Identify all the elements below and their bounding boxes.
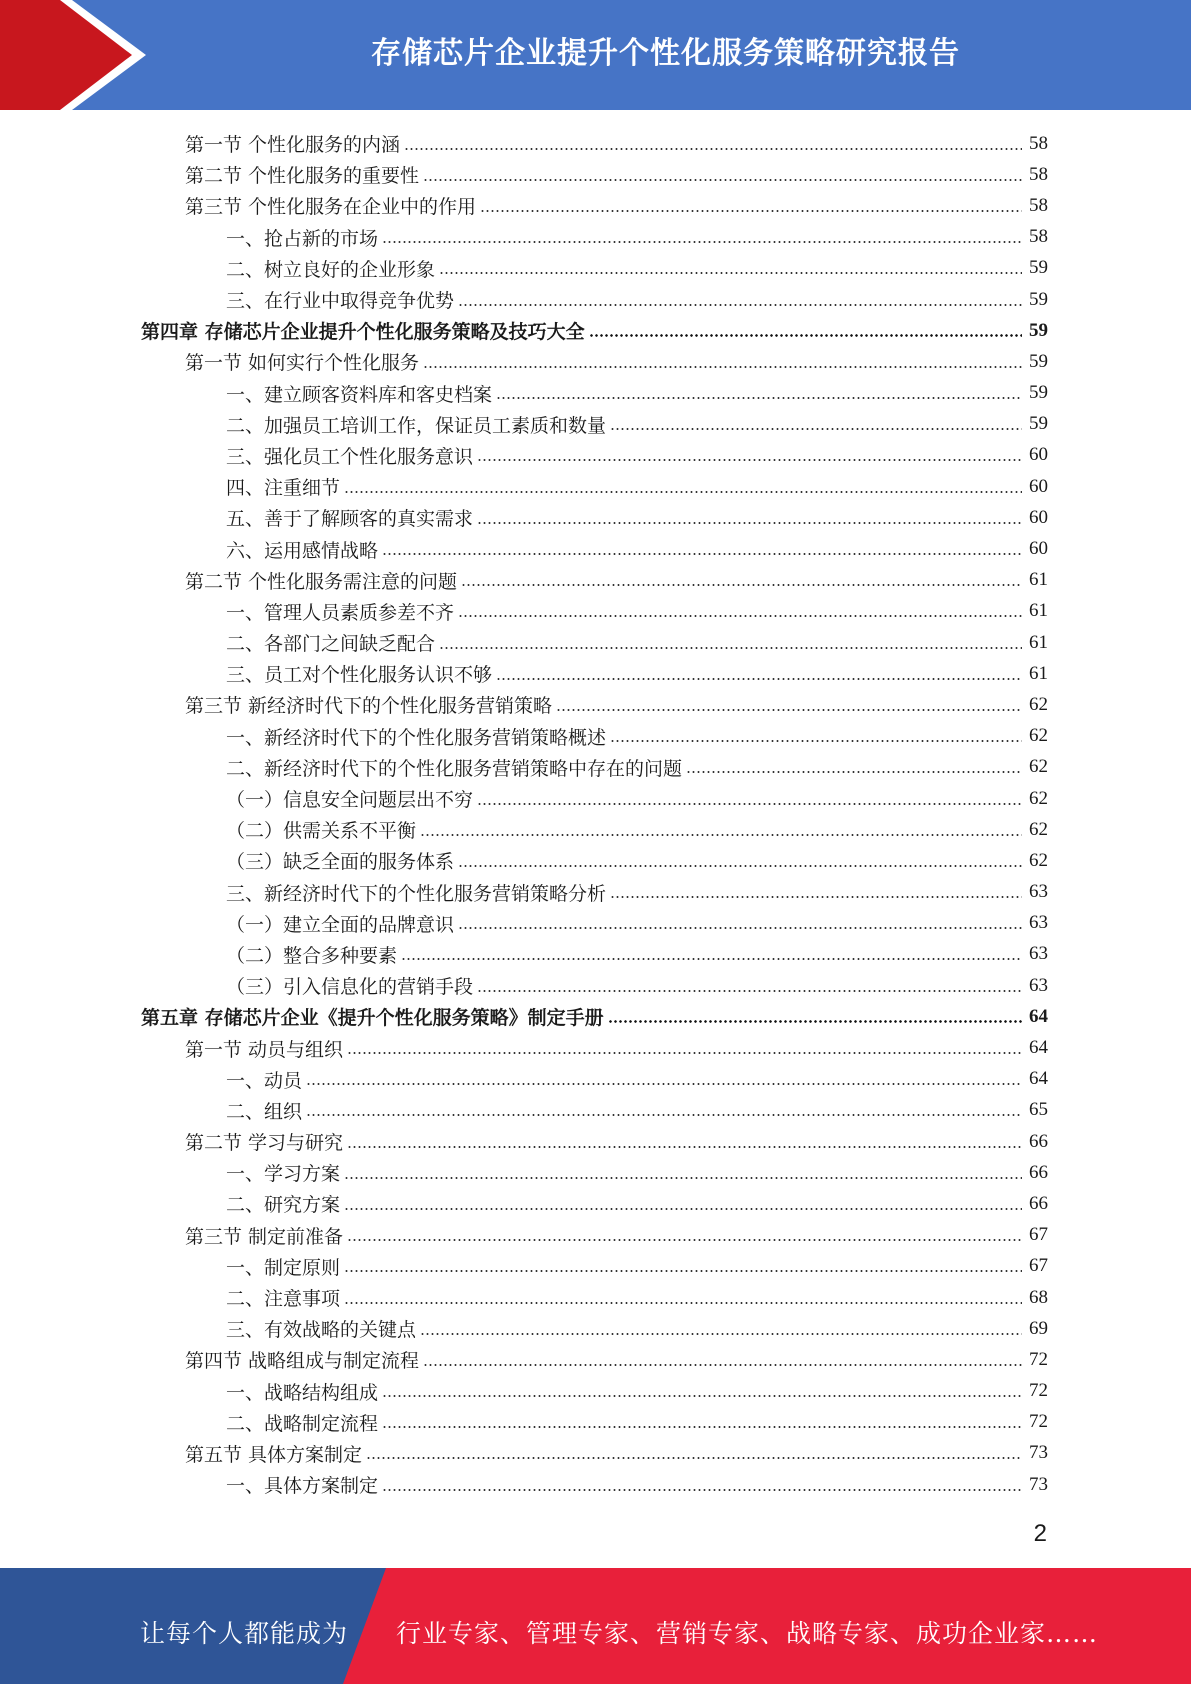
toc-sub-entry[interactable]	[0, 939, 1191, 970]
dot-leader	[477, 990, 1022, 992]
toc-section-entry[interactable]	[0, 689, 1191, 720]
toc-entry-page: 65	[1029, 1099, 1048, 1121]
toc-entry-page: 60	[1029, 538, 1048, 560]
toc-entry-title: 第五章 存储芯片企业《提升个性化服务策略》制定手册	[141, 1007, 604, 1030]
toc-section-entry[interactable]	[0, 565, 1191, 596]
toc-entry-title: 二、加强员工培训工作，保证员工素质和数量	[226, 414, 607, 437]
dot-leader	[347, 1146, 1022, 1148]
toc-entry-title: 一、管理人员素质参差不齐	[226, 601, 455, 624]
toc-entry-page: 67	[1029, 1255, 1048, 1277]
toc-item-entry[interactable]	[0, 253, 1191, 284]
toc-item-entry[interactable]	[0, 1407, 1191, 1438]
dot-leader	[347, 1052, 1022, 1054]
toc-entry-page: 72	[1029, 1348, 1048, 1370]
toc-entry-page: 59	[1029, 382, 1048, 404]
document-title: 存储芯片企业提升个性化服务策略研究报告	[371, 36, 960, 71]
page-number: 2	[1033, 1520, 1047, 1547]
toc-entry-page: 60	[1029, 475, 1048, 497]
toc-entry-title: 三、有效战略的关键点	[226, 1319, 417, 1342]
dot-leader	[404, 148, 1022, 150]
toc-entry-title: 一、制定原则	[226, 1256, 341, 1279]
toc-entry-title: 一、动员	[226, 1069, 303, 1092]
toc-entry-title: 三、员工对个性化服务认识不够	[226, 664, 493, 687]
toc-entry-title: 第四节 战略组成与制定流程	[185, 1350, 420, 1373]
dot-leader	[382, 241, 1022, 243]
toc-item-entry[interactable]	[0, 1188, 1191, 1219]
dot-leader	[610, 428, 1022, 430]
toc-sub-entry[interactable]	[0, 970, 1191, 1001]
toc-entry-page: 63	[1029, 912, 1048, 934]
toc-entry-page: 64	[1029, 1068, 1048, 1090]
footer-slogan: 让每个人都能成为	[140, 1619, 349, 1648]
toc-section-entry[interactable]	[0, 1126, 1191, 1157]
dot-leader	[344, 1270, 1022, 1272]
toc-item-entry[interactable]	[0, 440, 1191, 471]
toc-entry-title: 一、具体方案制定	[226, 1475, 379, 1498]
toc-entry-page: 59	[1029, 257, 1048, 279]
dot-leader	[496, 397, 1022, 399]
dot-leader	[686, 771, 1022, 773]
dot-leader	[439, 647, 1022, 649]
toc-entry-title: 第四章 存储芯片企业提升个性化服务策略及技巧大全	[141, 321, 585, 344]
toc-entry-title: 第一节 如何实行个性化服务	[185, 352, 420, 375]
toc-section-entry[interactable]	[0, 346, 1191, 377]
dot-leader	[458, 615, 1022, 617]
toc-item-entry[interactable]	[0, 752, 1191, 783]
toc-entry-page: 61	[1029, 600, 1048, 622]
toc-entry-title: 第三节 新经济时代下的个性化服务营销策略	[185, 695, 553, 718]
toc-entry-title: 四、注重细节	[226, 477, 341, 500]
toc-entry-page: 58	[1029, 132, 1048, 154]
toc-entry-page: 72	[1029, 1380, 1048, 1402]
toc-chapter-entry[interactable]	[0, 1001, 1191, 1032]
dot-leader	[610, 896, 1022, 898]
toc-entry-title: 一、新经济时代下的个性化服务营销策略概述	[226, 726, 607, 749]
toc-entry-title: 第二节 学习与研究	[185, 1132, 344, 1155]
toc-item-entry[interactable]	[0, 721, 1191, 752]
toc-sub-entry[interactable]	[0, 908, 1191, 939]
dot-leader	[608, 1020, 1022, 1023]
dot-leader	[458, 304, 1022, 306]
toc-entry-title: 二、战略制定流程	[226, 1412, 379, 1435]
toc-entry-title: 第三节 个性化服务在企业中的作用	[185, 196, 477, 219]
dot-leader	[439, 272, 1022, 274]
dot-leader	[480, 210, 1022, 212]
toc-item-entry[interactable]	[0, 1469, 1191, 1500]
toc-entry-title: （三）缺乏全面的服务体系	[226, 851, 455, 874]
toc-item-entry[interactable]	[0, 471, 1191, 502]
dot-leader	[382, 1426, 1022, 1428]
dot-leader	[344, 491, 1022, 493]
toc-item-entry[interactable]	[0, 1157, 1191, 1188]
toc-entry-page: 60	[1029, 506, 1048, 528]
toc-entry-title: （二）供需关系不平衡	[226, 820, 417, 843]
toc-entry-page: 62	[1029, 693, 1048, 715]
toc-entry-title: 六、运用感情战略	[226, 539, 379, 562]
toc-item-entry[interactable]	[0, 409, 1191, 440]
toc-entry-title: 一、抢占新的市场	[226, 227, 379, 250]
dot-leader	[423, 366, 1022, 368]
toc-item-entry[interactable]	[0, 1282, 1191, 1313]
toc-item-entry[interactable]	[0, 1376, 1191, 1407]
dot-leader	[461, 584, 1022, 586]
toc-entry-title: 二、各部门之间缺乏配合	[226, 633, 436, 656]
toc-item-entry[interactable]	[0, 378, 1191, 409]
toc-entry-page: 69	[1029, 1317, 1048, 1339]
toc-entry-title: 一、建立顾客资料库和客史档案	[226, 383, 493, 406]
toc-entry-page: 67	[1029, 1224, 1048, 1246]
toc-item-entry[interactable]	[0, 1313, 1191, 1344]
dot-leader	[344, 1177, 1022, 1179]
toc-item-entry[interactable]	[0, 877, 1191, 908]
toc-entry-title: 三、在行业中取得竞争优势	[226, 290, 455, 313]
toc-section-entry[interactable]	[0, 1032, 1191, 1063]
toc-entry-page: 66	[1029, 1130, 1048, 1152]
toc-entry-page: 63	[1029, 943, 1048, 965]
toc-entry-page: 61	[1029, 631, 1048, 653]
dot-leader	[382, 1395, 1022, 1397]
toc-section-entry[interactable]	[0, 1220, 1191, 1251]
toc-entry-page: 64	[1029, 1037, 1048, 1059]
toc-entry-page: 59	[1029, 413, 1048, 435]
dot-leader	[477, 522, 1022, 524]
toc-item-entry[interactable]	[0, 1251, 1191, 1282]
toc-entry-page: 66	[1029, 1161, 1048, 1183]
toc-entry-page: 62	[1029, 756, 1048, 778]
dot-leader	[420, 1333, 1022, 1335]
toc-entry-page: 63	[1029, 881, 1048, 903]
toc-entry-title: 第二节 个性化服务的重要性	[185, 165, 420, 188]
toc-entry-title: 一、学习方案	[226, 1163, 341, 1186]
toc-entry-page: 58	[1029, 163, 1048, 185]
toc-entry-title: 第三节 制定前准备	[185, 1225, 344, 1248]
toc-item-entry[interactable]	[0, 284, 1191, 315]
toc-entry-title: 二、研究方案	[226, 1194, 341, 1217]
toc-item-entry[interactable]	[0, 1095, 1191, 1126]
toc-entry-title: （二）整合多种要素	[226, 944, 398, 967]
toc-section-entry[interactable]	[0, 159, 1191, 190]
toc-entry-page: 58	[1029, 194, 1048, 216]
dot-leader	[344, 1302, 1022, 1304]
footer-banner	[0, 1568, 1191, 1684]
dot-leader	[347, 1239, 1022, 1241]
toc-item-entry[interactable]	[0, 533, 1191, 564]
dot-leader	[382, 1489, 1022, 1491]
toc-sub-entry[interactable]	[0, 783, 1191, 814]
toc-item-entry[interactable]	[0, 658, 1191, 689]
toc-entry-page: 62	[1029, 818, 1048, 840]
dot-leader	[477, 803, 1022, 805]
toc-entry-title: 三、强化员工个性化服务意识	[226, 445, 474, 468]
toc-entry-page: 59	[1029, 319, 1048, 341]
dot-leader	[423, 179, 1022, 181]
dot-leader	[477, 459, 1022, 461]
toc-entry-title: （一）建立全面的品牌意识	[226, 913, 455, 936]
toc-entry-page: 58	[1029, 226, 1048, 248]
toc-section-entry[interactable]	[0, 1438, 1191, 1469]
dot-leader	[458, 865, 1022, 867]
toc-entry-page: 62	[1029, 849, 1048, 871]
dot-leader	[496, 678, 1022, 680]
toc-entry-title: 第二节 个性化服务需注意的问题	[185, 570, 458, 593]
dot-leader	[366, 1457, 1022, 1459]
toc-entry-title: 第一节 动员与组织	[185, 1038, 344, 1061]
toc-sub-entry[interactable]	[0, 845, 1191, 876]
toc-item-entry[interactable]	[0, 627, 1191, 658]
toc-sub-entry[interactable]	[0, 814, 1191, 845]
toc-entry-title: 二、注意事项	[226, 1288, 341, 1311]
toc-entry-title: 第五节 具体方案制定	[185, 1443, 363, 1466]
toc-entry-page: 62	[1029, 787, 1048, 809]
dot-leader	[420, 834, 1022, 836]
toc-entry-title: 二、组织	[226, 1100, 303, 1123]
toc-entry-title: 第一节 个性化服务的内涵	[185, 134, 401, 157]
header-banner	[0, 0, 1191, 110]
toc-entry-page: 64	[1029, 1005, 1048, 1027]
dot-leader	[401, 958, 1022, 960]
toc-entry-page: 61	[1029, 569, 1048, 591]
dot-leader	[306, 1114, 1022, 1116]
toc-item-entry[interactable]	[0, 222, 1191, 253]
table-of-contents	[0, 128, 1191, 1500]
toc-chapter-entry[interactable]	[0, 315, 1191, 346]
toc-section-entry[interactable]	[0, 1344, 1191, 1375]
dot-leader	[610, 740, 1022, 742]
toc-item-entry[interactable]	[0, 596, 1191, 627]
dot-leader	[306, 1083, 1022, 1085]
toc-item-entry[interactable]	[0, 502, 1191, 533]
toc-entry-title: 二、树立良好的企业形象	[226, 258, 436, 281]
toc-entry-title: 一、战略结构组成	[226, 1381, 379, 1404]
toc-entry-page: 72	[1029, 1411, 1048, 1433]
toc-entry-page: 59	[1029, 288, 1048, 310]
toc-section-entry[interactable]	[0, 190, 1191, 221]
toc-entry-page: 68	[1029, 1286, 1048, 1308]
toc-item-entry[interactable]	[0, 1064, 1191, 1095]
toc-entry-page: 60	[1029, 444, 1048, 466]
toc-entry-page: 66	[1029, 1192, 1048, 1214]
dot-leader	[344, 1208, 1022, 1210]
toc-entry-page: 73	[1029, 1442, 1048, 1464]
toc-entry-page: 61	[1029, 662, 1048, 684]
toc-section-entry[interactable]	[0, 128, 1191, 159]
footer-tagline: 行业专家、管理专家、营销专家、战略专家、成功企业家……	[396, 1619, 1099, 1648]
toc-entry-title: （三）引入信息化的营销手段	[226, 976, 474, 999]
dot-leader	[589, 334, 1022, 337]
toc-entry-page: 59	[1029, 350, 1048, 372]
dot-leader	[423, 1364, 1022, 1366]
dot-leader	[556, 709, 1022, 711]
toc-entry-title: 二、新经济时代下的个性化服务营销策略中存在的问题	[226, 757, 683, 780]
toc-entry-title: （一）信息安全问题层出不穷	[226, 789, 474, 812]
toc-entry-page: 62	[1029, 725, 1048, 747]
toc-entry-title: 三、新经济时代下的个性化服务营销策略分析	[226, 882, 607, 905]
dot-leader	[458, 927, 1022, 929]
toc-entry-title: 五、善于了解顾客的真实需求	[226, 508, 474, 531]
toc-entry-page: 63	[1029, 974, 1048, 996]
dot-leader	[382, 553, 1022, 555]
toc-entry-page: 73	[1029, 1473, 1048, 1495]
